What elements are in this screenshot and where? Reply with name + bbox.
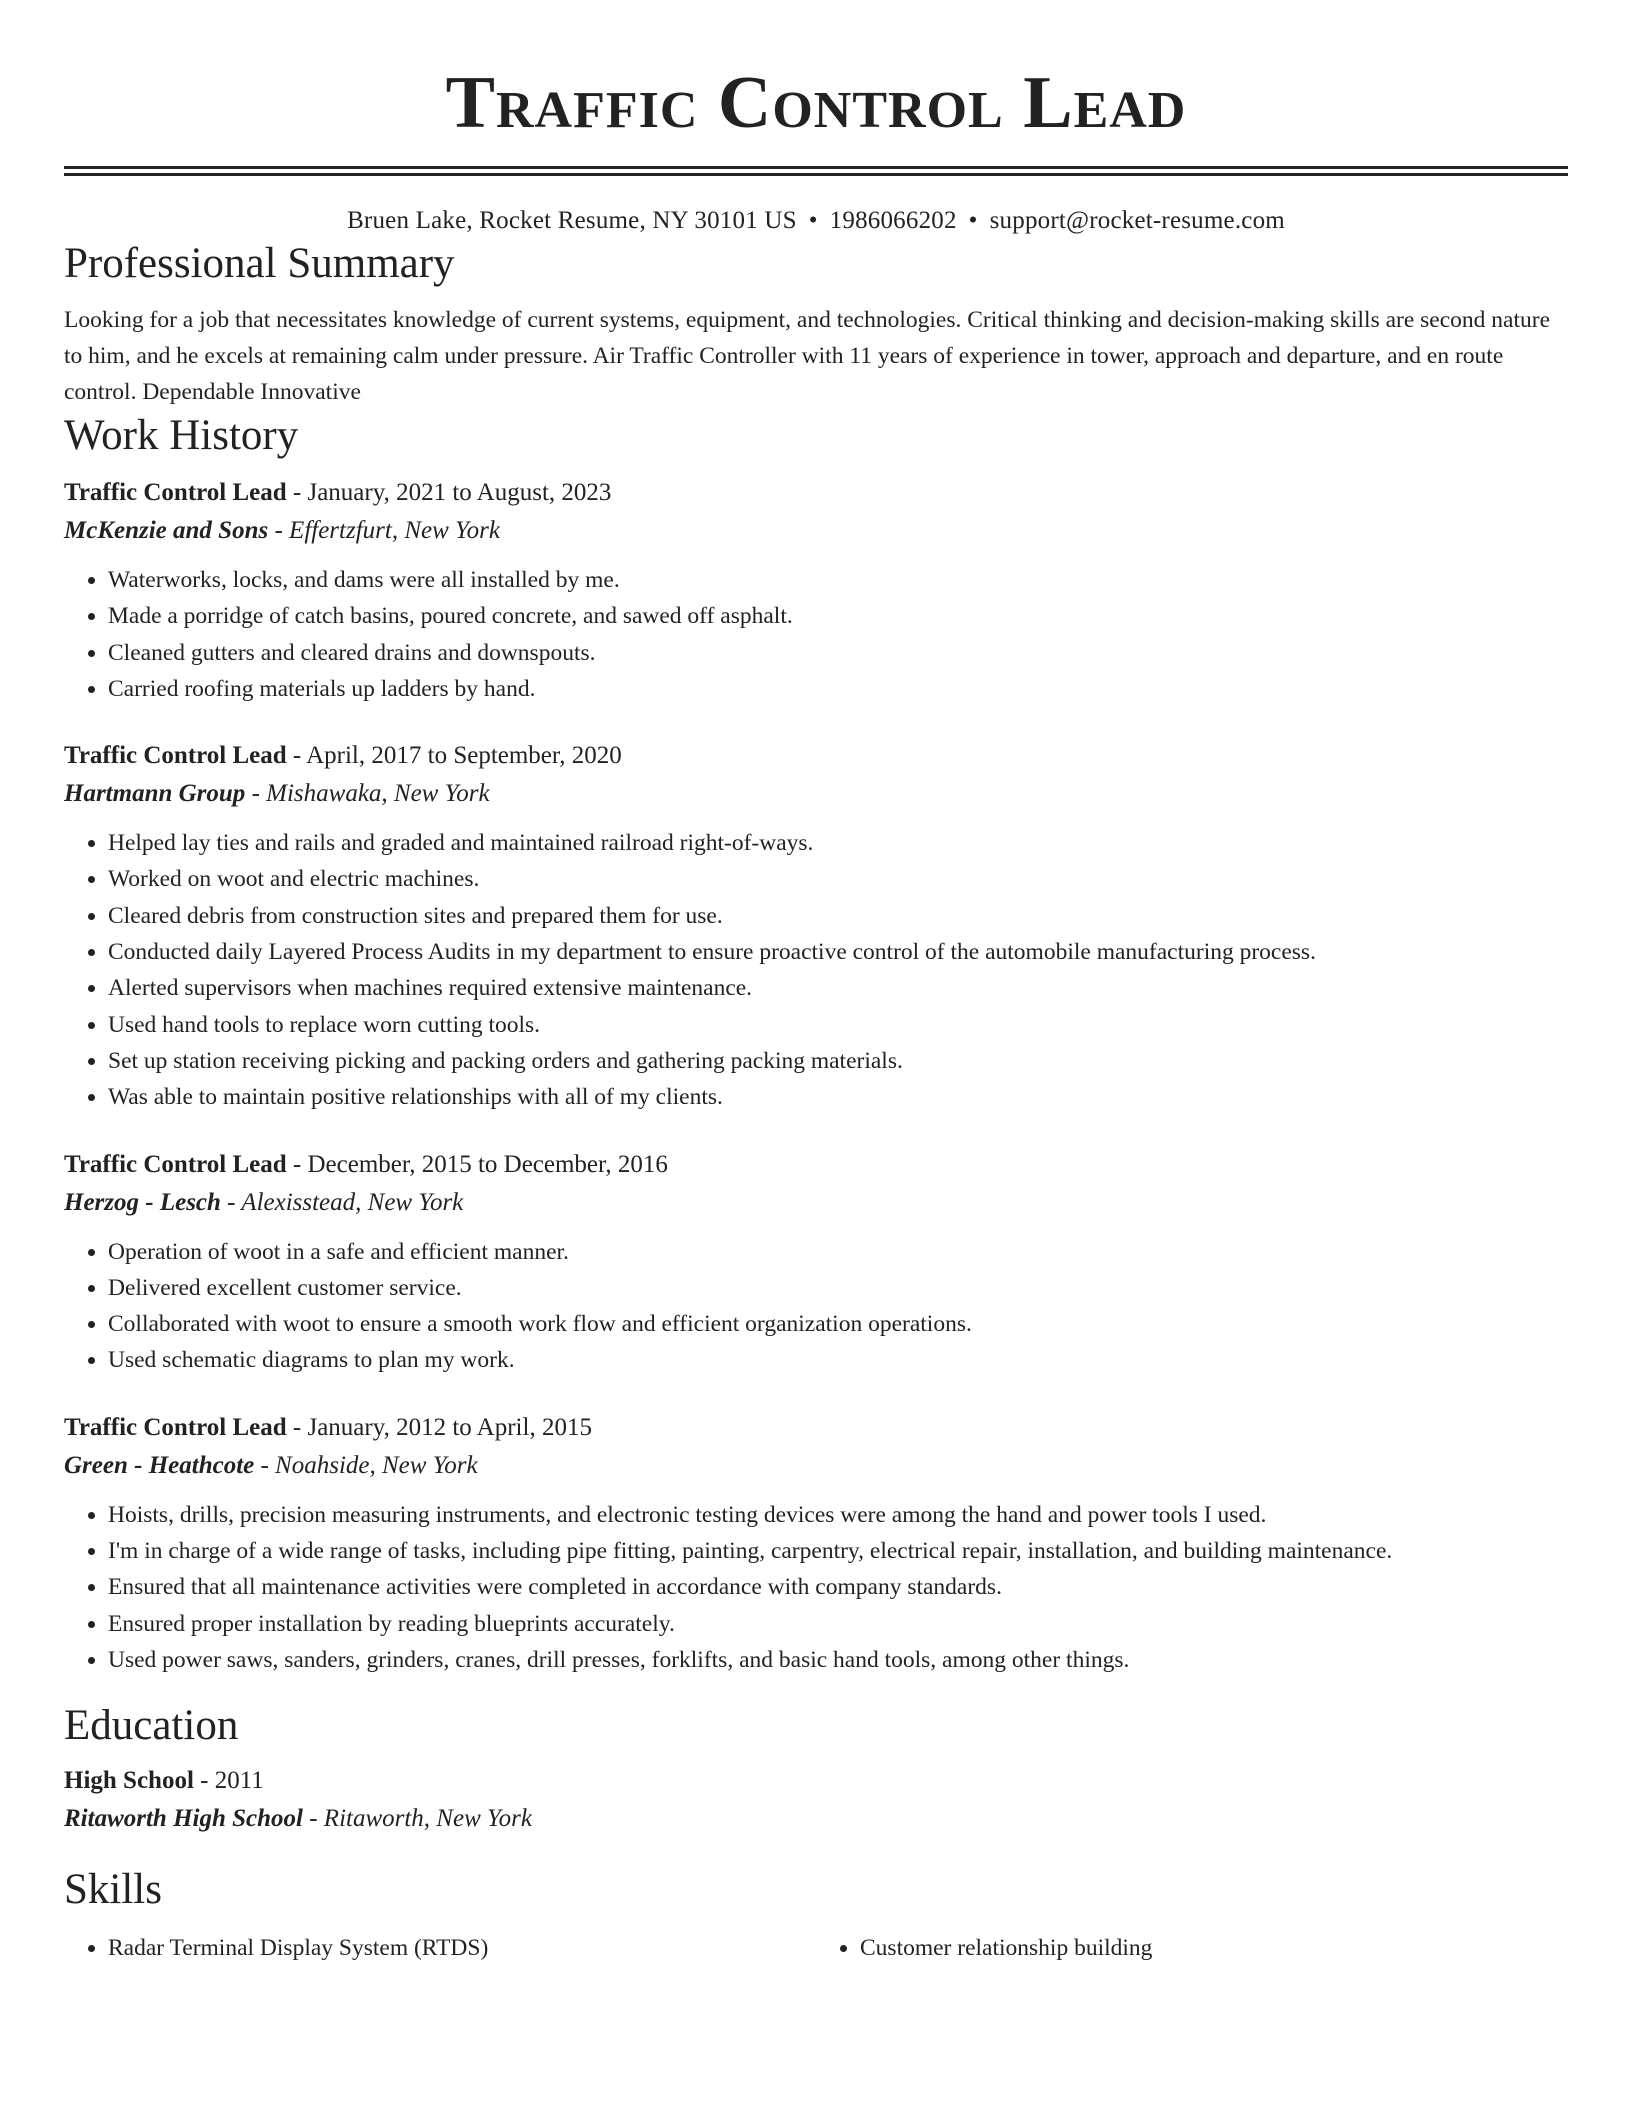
list-item: • Cleared debris from construction sites and prepared them for use.	[108, 898, 1568, 934]
list-item: • Cleaned gutters and cleared drains and downspouts.	[108, 635, 1568, 671]
list-item: • Operation of woot in a safe and efficient manner.	[108, 1234, 1568, 1270]
summary-text: Looking for a job that necessitates knowledge of current systems, equipment, and technologies. Critical thinking and decision-making skills are second nature to him, and he excels at remaining calm under pressure. Air Traffic Controller with 11 years of experience in tower, approach and departure, and en route control. Dependable Innovative	[64, 307, 1550, 405]
education-location: - Ritaworth, New York	[302, 1805, 532, 1833]
job-dates: - December, 2015 to December, 2016	[286, 1150, 668, 1178]
job-location: - Noahside, New York	[254, 1451, 478, 1479]
list-item: • Helped lay ties and rails and graded and maintained railroad right-of-ways.	[108, 825, 1568, 861]
skills-left-column	[64, 1930, 816, 1966]
education-entry	[64, 1762, 1568, 1838]
skills-right-column	[816, 1930, 1568, 1966]
job-bullets	[64, 825, 1568, 1115]
job-bullets	[64, 1497, 1568, 1678]
contact-separator: •	[808, 207, 818, 234]
job-dates: - January, 2021 to August, 2023	[286, 479, 612, 506]
contact-separator: •	[968, 207, 978, 234]
list-item: • Used power saws, sanders, grinders, cranes, drill presses, forklifts, and basic hand tools, among other things.	[108, 1642, 1568, 1678]
list-item: • Was able to maintain positive relationships with all of my clients.	[108, 1079, 1568, 1115]
list-item: • Ensured proper installation by reading blueprints accurately.	[108, 1606, 1568, 1642]
job-company-line	[64, 512, 1568, 550]
job-company: Green - Heathcote	[64, 1451, 255, 1479]
list-item: • Used hand tools to replace worn cutting tools.	[108, 1007, 1568, 1043]
list-item: • Worked on woot and electric machines.	[108, 861, 1568, 897]
list-item: • Carried roofing materials up ladders by hand.	[108, 671, 1568, 707]
job-bullets	[64, 1234, 1568, 1379]
job-company: Hartmann Group	[64, 780, 246, 808]
job-title: Traffic Control Lead	[64, 1413, 287, 1441]
list-item: • Ensured that all maintenance activities were completed in accordance with company standards.	[108, 1569, 1568, 1605]
job-entry	[64, 737, 1568, 1115]
skills-columns	[64, 1916, 1568, 1966]
job-location: - Effertzfurt, New York	[268, 517, 500, 544]
job-company-line	[64, 775, 1568, 813]
list-item: • Hoists, drills, precision measuring instruments, and electronic testing devices were among the hand and power tools I used.	[108, 1497, 1568, 1533]
contact-email: support@rocket-resume.com	[989, 207, 1285, 234]
contact-address: Bruen Lake, Rocket Resume, NY 30101 US	[347, 207, 797, 234]
job-company: McKenzie and Sons	[64, 517, 269, 544]
job-bullets	[64, 562, 1568, 707]
job-company-line	[64, 1447, 1568, 1485]
job-dates: - January, 2012 to April, 2015	[286, 1413, 592, 1441]
job-entry	[64, 1146, 1568, 1379]
list-item: • Delivered excellent customer service.	[108, 1270, 1568, 1306]
job-title: Traffic Control Lead	[64, 1150, 287, 1178]
skills-heading: Skills	[64, 1866, 162, 1914]
education-degree-line	[64, 1762, 1568, 1800]
list-item: • Alerted supervisors when machines required extensive maintenance.	[108, 970, 1568, 1006]
job-company: Herzog - Lesch	[64, 1188, 221, 1216]
resume-name: Traffic Control Lead	[445, 62, 1187, 144]
education-school-line	[64, 1800, 1568, 1838]
skill-item: • Radar Terminal Display System (RTDS)	[108, 1930, 816, 1966]
summary-heading: Professional Summary	[64, 240, 455, 287]
education-degree: High School	[64, 1767, 194, 1795]
contact-line	[64, 204, 1568, 238]
skill-item: • Customer relationship building	[860, 1930, 1568, 1966]
education-school: Ritaworth High School	[64, 1805, 303, 1833]
job-title-line	[64, 474, 1568, 512]
job-location: - Mishawaka, New York	[245, 780, 490, 808]
job-title-line	[64, 737, 1568, 775]
list-item: • Set up station receiving picking and packing orders and gathering packing materials.	[108, 1043, 1568, 1079]
job-title-line	[64, 1146, 1568, 1184]
job-entry	[64, 1409, 1568, 1678]
job-company-line	[64, 1184, 1568, 1222]
list-item: • Conducted daily Layered Process Audits in my department to ensure proactive control of the automobile manufacturing process.	[108, 934, 1568, 970]
education-heading: Education	[64, 1702, 239, 1750]
work-history-heading: Work History	[64, 412, 299, 459]
list-item: • Made a porridge of catch basins, poured concrete, and sawed off asphalt.	[108, 598, 1568, 634]
list-item: • I'm in charge of a wide range of tasks, including pipe fitting, painting, carpentry, electrical repair, installation, and building maintenance.	[108, 1533, 1568, 1569]
job-title: Traffic Control Lead	[64, 742, 287, 770]
header-double-rule	[64, 166, 1568, 176]
list-item: • Collaborated with woot to ensure a smooth work flow and efficient organization operations.	[108, 1306, 1568, 1342]
education-year: - 2011	[193, 1767, 264, 1795]
list-item: • Waterworks, locks, and dams were all installed by me.	[108, 562, 1568, 598]
job-entry	[64, 474, 1568, 707]
job-dates: - April, 2017 to September, 2020	[286, 742, 622, 770]
job-location: - Alexisstead, New York	[220, 1188, 464, 1216]
job-title: Traffic Control Lead	[64, 479, 287, 506]
list-item: • Used schematic diagrams to plan my work.	[108, 1342, 1568, 1378]
contact-phone: 1986066202	[829, 207, 957, 234]
job-title-line	[64, 1409, 1568, 1447]
